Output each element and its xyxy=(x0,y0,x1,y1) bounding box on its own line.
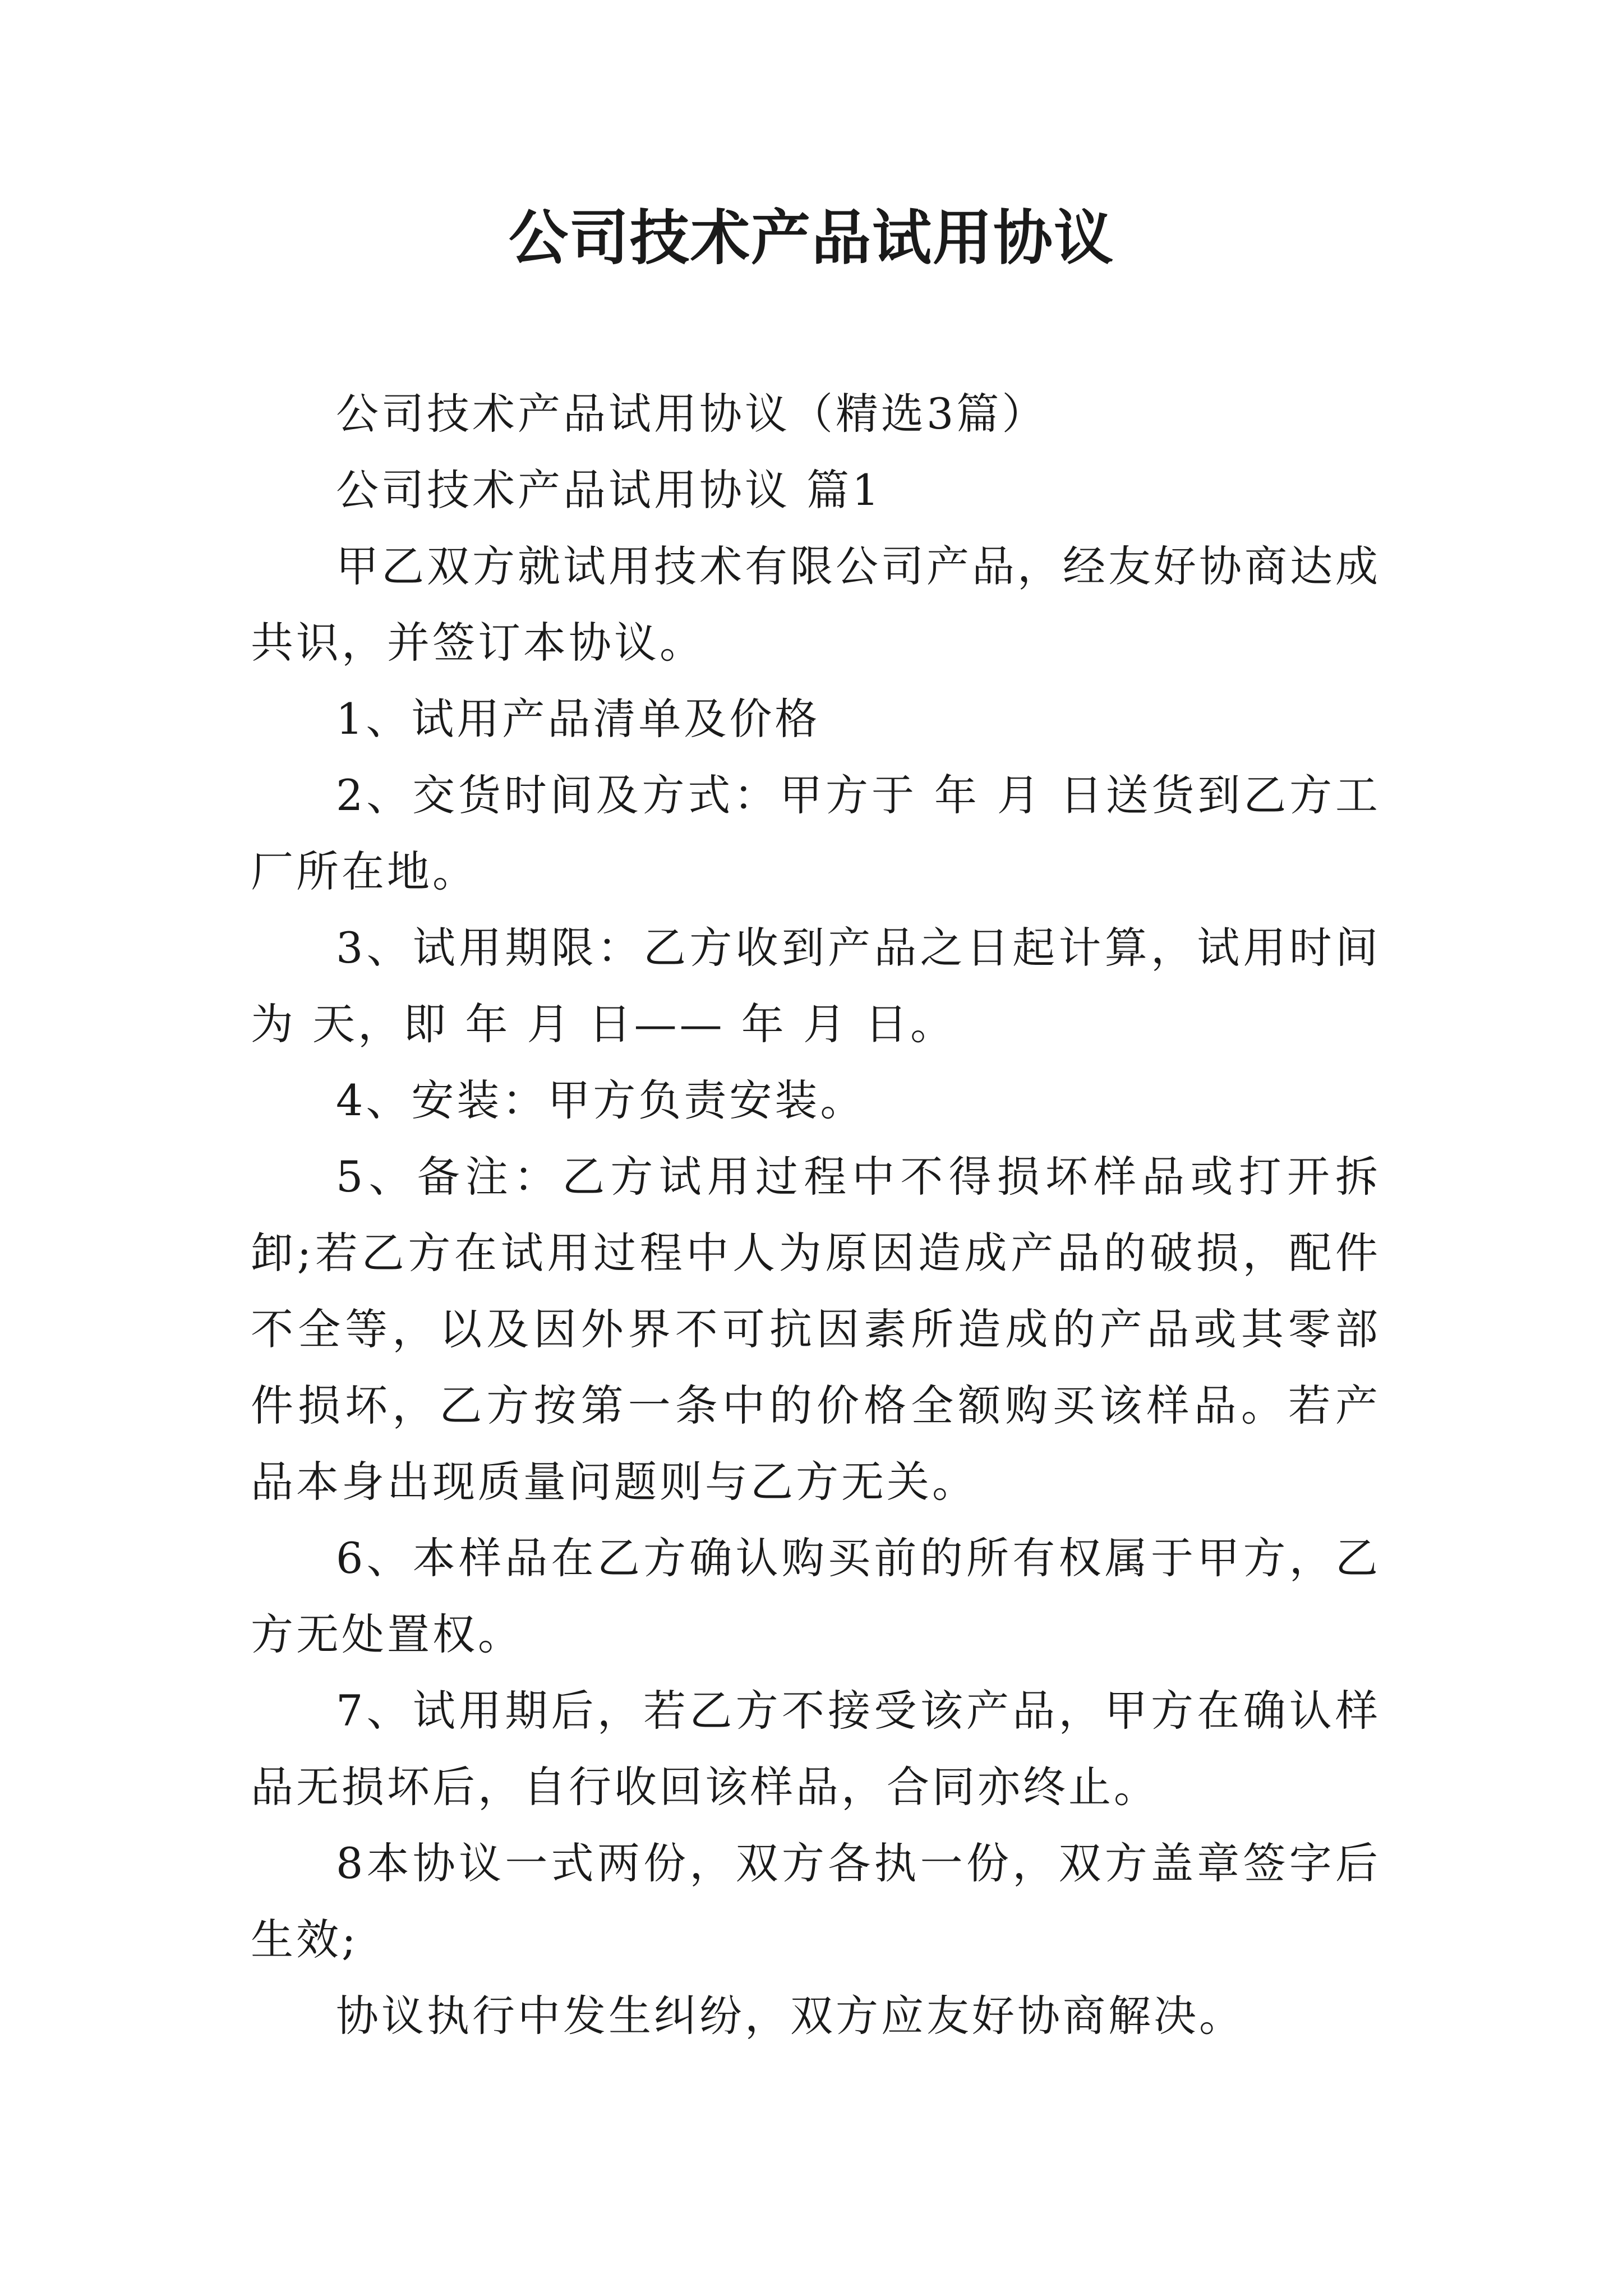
paragraph-clause-7: 7、试用期后，若乙方不接受该产品，甲方在确认样品无损坏后，自行收回该样品，合同亦终止。 xyxy=(251,1686,1381,1812)
paragraph-clause-4: 4、安装：甲方负责安装。 xyxy=(336,1075,866,1125)
document-title: 公司技术产品试用协议 xyxy=(509,204,1114,273)
document-body xyxy=(251,376,1381,2054)
paragraph-clause-1: 1、试用产品清单及价格 xyxy=(336,694,820,744)
paragraph-clause-5: 5、备注：乙方试用过程中不得损坏样品或打开拆卸;若乙方在试用过程中人为原因造成产品的破损，配件不全等，以及因外界不可抗因素所造成的产品或其零部件损坏，乙方按第一条中的价格全额购买该样品。若产品本身出现质量问题则与乙方无关。 xyxy=(251,1152,1381,1507)
paragraph-intro: 甲乙双方就试用技术有限公司产品，经友好协商达成共识，并签订本协议。 xyxy=(251,541,1381,668)
paragraph-section-heading: 公司技术产品试用协议 篇1 xyxy=(336,465,882,515)
paragraph-clause-3: 3、试用期限：乙方收到产品之日起计算，试用时间为 天，即 年 月 日—— 年 月 日。 xyxy=(251,923,1381,1049)
paragraph-subtitle: 公司技术产品试用协议（精选3篇） xyxy=(336,389,1048,439)
paragraph-clause-8: 8本协议一式两份，双方各执一份，双方盖章签字后生效; xyxy=(251,1838,1381,1964)
paragraph-dispute: 协议执行中发生纠纷，双方应友好协商解决。 xyxy=(336,1991,1244,2041)
paragraph-clause-6: 6、本样品在乙方确认购买前的所有权属于甲方，乙方无处置权。 xyxy=(251,1533,1381,1659)
paragraph-clause-2: 2、交货时间及方式：甲方于 年 月 日送货到乙方工厂所在地。 xyxy=(251,770,1381,896)
